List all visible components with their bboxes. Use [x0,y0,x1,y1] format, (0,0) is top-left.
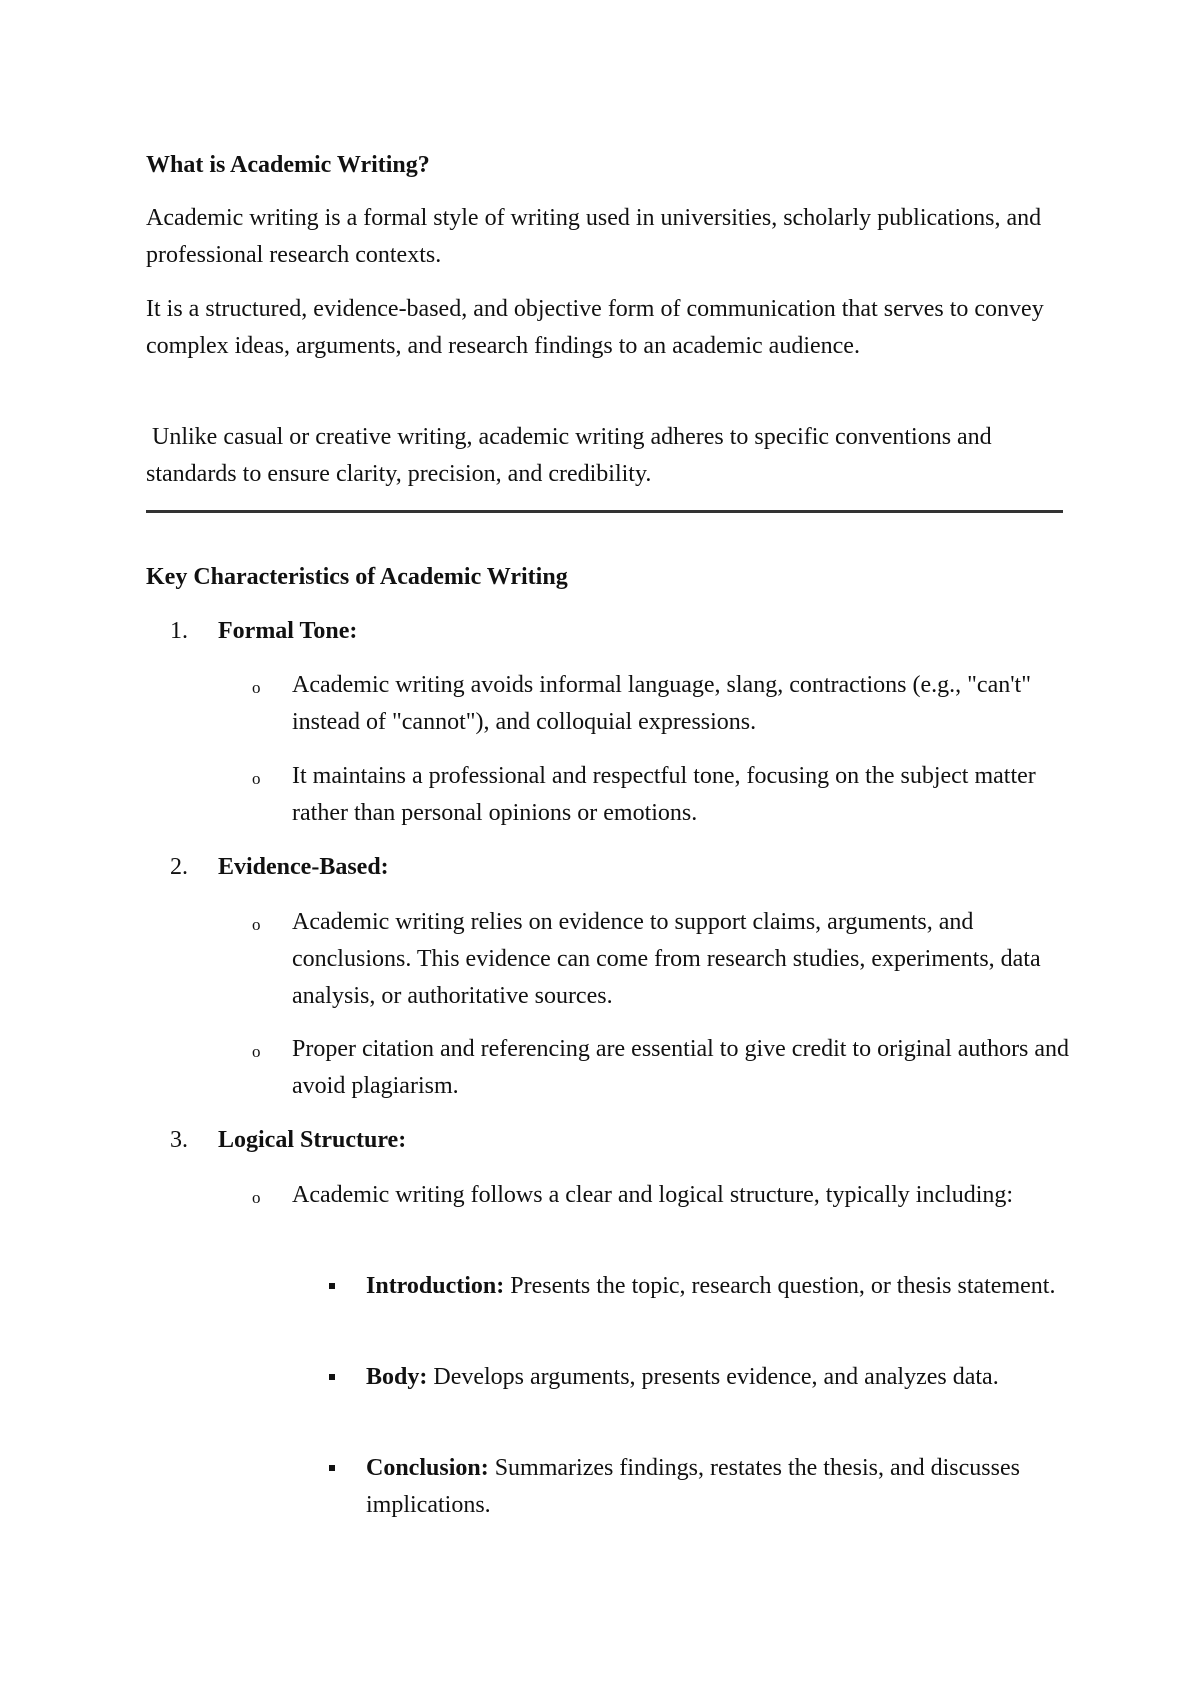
circle-bullet-icon: o [252,1188,261,1207]
list-item-evidence-based [170,849,389,886]
structure-point-body [326,1359,1066,1396]
circle-bullet-icon: o [252,678,261,697]
list-number: 3. [170,1127,188,1153]
structure-point-introduction [326,1268,1066,1305]
paragraph-definition: Academic writing is a formal style of writing used in universities, scholarly publications, and professional research contexts. [146,205,1042,268]
circle-bullet-icon: o [252,769,261,788]
circle-bullet-icon: o [252,915,261,934]
square-bullet-icon [329,1465,335,1471]
square-bullet-icon [329,1374,335,1380]
structure-term: Conclusion: [366,1455,489,1481]
list-number: 1. [170,618,188,644]
structure-term: Introduction: [366,1273,505,1299]
sub-point [252,1177,1072,1214]
square-bullet-icon [329,1283,335,1289]
list-item-label: Formal Tone: [218,618,358,644]
structure-point-conclusion [326,1450,1066,1524]
list-item-label: Evidence-Based: [218,854,389,880]
sub-point-text: Academic writing avoids informal language, slang, contractions (e.g., "can't" instead of "cannot"), and colloquial expressions. [292,672,1032,735]
list-item-logical-structure [170,1122,406,1159]
sub-point-text: It maintains a professional and respectful tone, focusing on the subject matter rather than personal opinions or emotions. [292,763,1036,826]
sub-point-text: Academic writing follows a clear and logical structure, typically including: [292,1182,1014,1208]
structure-description: Presents the topic, research question, or thesis statement. [504,1273,1056,1299]
sub-point [252,904,1072,1015]
sub-point [252,1031,1072,1105]
list-item-label: Logical Structure: [218,1127,407,1153]
structure-term: Body: [366,1364,428,1390]
horizontal-divider [146,510,1063,513]
sub-point [252,758,1072,832]
structure-description: Summarizes findings, restates the thesis, and discusses implications. [366,1455,1020,1518]
circle-bullet-icon: o [252,1042,261,1061]
structure-description: Develops arguments, presents evidence, and analyzes data. [427,1364,999,1390]
section-heading-what-is-academic-writing: What is Academic Writing? [146,152,430,178]
list-number: 2. [170,854,188,880]
list-item-formal-tone [170,613,357,650]
sub-point [252,667,1072,741]
sub-point-text: Academic writing relies on evidence to support claims, arguments, and conclusions. This evidence can come from research studies, experiments, data analysis, or authoritative sources. [292,909,1041,1009]
paragraph-unlike-casual: Unlike casual or creative writing, academic writing adheres to specific conventions and standards to ensure clarity, precision, and credibility. [146,424,998,487]
sub-point-text: Proper citation and referencing are essential to give credit to original authors and avoid plagiarism. [292,1036,1070,1099]
paragraph-structured: It is a structured, evidence-based, and objective form of communication that serves to convey complex ideas, arguments, and research findings to an academic audience. [146,296,1044,359]
section-heading-key-characteristics: Key Characteristics of Academic Writing [146,564,568,590]
